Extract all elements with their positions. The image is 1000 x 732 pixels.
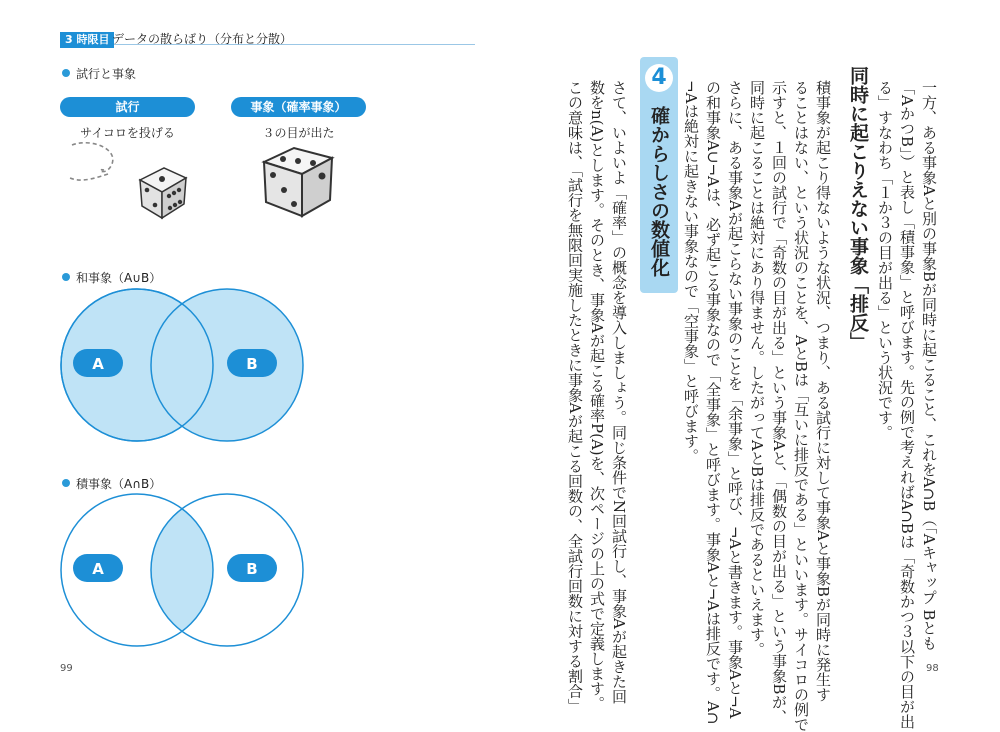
caption-throw-dice: サイコロを投げる <box>80 126 175 140</box>
text-column: 数をn(A)とします。そのとき、事象Aが起こる確率P(A)を、次ページの上の式で定義します。 <box>588 80 606 711</box>
union-label-a: A <box>92 355 104 373</box>
page-number-right: 98 <box>926 663 939 674</box>
thrown-dice-illustration <box>60 140 200 225</box>
chapter-badge: 3 時限目 <box>60 32 114 48</box>
text-column: 積事象が起こり得ないような状況、つまり、ある試行に対して事象Aと事象Bが同時に発生す <box>814 80 832 702</box>
intersection-venn-diagram <box>55 490 305 650</box>
big-dice-icon <box>258 142 338 222</box>
intersection-label-a: A <box>92 560 104 578</box>
throw-path-line <box>72 143 113 172</box>
bullet-icon <box>62 479 70 487</box>
intersection-label-b: B <box>246 560 258 578</box>
pill-event: 事象（確率事象） <box>231 97 366 117</box>
bullet-icon <box>62 273 70 281</box>
section-label-union: 和事象（A∪B） <box>62 270 161 286</box>
text-column: さて、いよいよ「確率」の概念を導入しましょう。同じ条件でN回試行し、事象Aが起きた回 <box>610 80 628 704</box>
section-label-trial: 試行と事象 <box>62 66 136 82</box>
paragraph-exclusive-events <box>682 80 834 732</box>
intersection-region <box>151 494 303 646</box>
page-number-left: 99 <box>60 663 73 674</box>
text-column: の和事象A∪¬Aは、必ず起こる事象なので「全事象」と呼びます。事象Aと¬Aは排反です。A∩ <box>704 80 722 725</box>
paragraph-probability <box>560 80 630 714</box>
text-column: さらに、ある事象Aが起こらない事象のことを「余事象」と呼び、¬Aと書きます。事象Aと¬A <box>726 80 744 719</box>
small-dice-icon <box>140 168 186 218</box>
text-column: 同時に起こることは絶対にあり得ません。したがってAとBは排反であるといえます。 <box>748 80 766 657</box>
text-column: る」すなわち「１か３の目が出る」という状況です。 <box>876 80 894 440</box>
text-column: 「AかつB」）と表し「積事象」と呼びます。先の例で考えればA∩Bは「奇数かつ３以下の目が出 <box>898 80 916 729</box>
bullet-icon <box>62 69 70 77</box>
section-number: 4 <box>644 63 674 93</box>
heading-exclusive-events: 同時に起こりえない事象「排反」 <box>847 66 869 351</box>
throw-path-line-2 <box>70 174 108 180</box>
section-title: 確からしさの数値化 <box>648 106 670 277</box>
text-column: ることはない、という状況のことを、AとBは「互いに排反である」といいます。サイコロの例で <box>792 80 810 732</box>
text-column: この意味は、「試行を無限回実施したときに事象Aが起こる回数の、全試行回数に対する割合」 <box>566 80 584 714</box>
section-label-intersection: 積事象（A∩B） <box>62 476 161 492</box>
union-venn-diagram <box>55 285 305 445</box>
text-column: 一方、ある事象Aと別の事象Bが同時に起こること、これをA∩B（「Aキャップ Bとも <box>920 80 938 651</box>
text-column: 示すと、１回の試行で「奇数の目が出る」という事象Aと、「偶数の目が出る」という事象Bが、 <box>770 80 788 725</box>
chapter-title: データの散らばり（分布と分散） <box>112 32 293 46</box>
caption-three-came-out: ３の目が出た <box>262 126 335 140</box>
union-label-b: B <box>246 355 258 373</box>
union-circle-b <box>151 289 303 441</box>
pill-trial: 試行 <box>60 97 195 117</box>
text-column: ¬Aは絶対に起きない事象なので「空事象」と呼びます。 <box>682 80 700 464</box>
